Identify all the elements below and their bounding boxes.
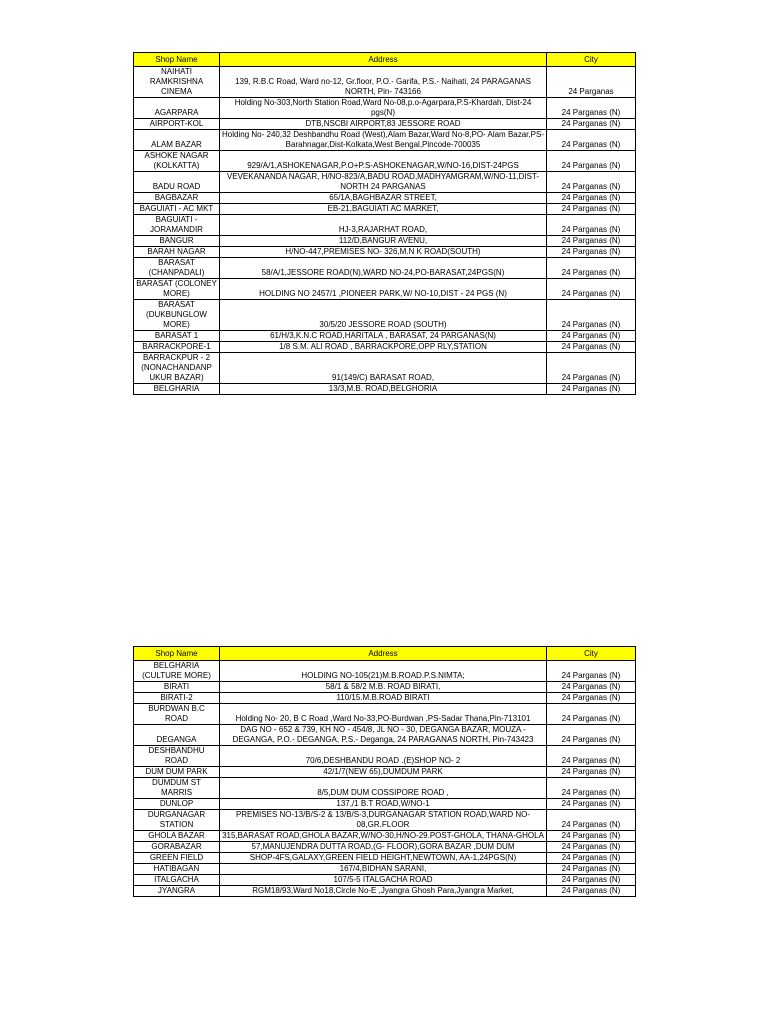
city-cell: 24 Parganas (N) <box>547 279 636 300</box>
table-row <box>134 236 636 247</box>
table-row <box>134 746 636 767</box>
address-cell: EB-21,BAGUIATI AC MARKET, <box>220 204 547 215</box>
city-cell: 24 Parganas (N) <box>547 767 636 778</box>
shop-name-cell: BELGHARIA <box>134 384 220 395</box>
address-header: Address <box>220 53 547 67</box>
shop-name-cell: DEGANGA <box>134 725 220 746</box>
address-cell: SHOP-4FS,GALAXY,GREEN FIELD HEIGHT,NEWTOWN, AA-1,24PGS(N) <box>220 853 547 864</box>
address-cell: 167/4,BIDHAN SARANI, <box>220 864 547 875</box>
header-row <box>134 647 636 661</box>
table-row <box>134 831 636 842</box>
address-cell: 139, R.B.C Road, Ward no-12, Gr.floor, P.O.- Garifa, P.S.- Naihati, 24 PARAGANAS NORTH, Pin- 743166 <box>220 67 547 98</box>
address-cell: 91(149/C) BARASAT ROAD, <box>220 353 547 384</box>
table-row <box>134 778 636 799</box>
address-cell: 13/3,M.B. ROAD,BELGHORIA <box>220 384 547 395</box>
address-cell: HOLDING NO-105(21)M.B.ROAD.P.S.NIMTA; <box>220 661 547 682</box>
city-cell: 24 Parganas (N) <box>547 842 636 853</box>
city-cell: 24 Parganas <box>547 67 636 98</box>
city-cell: 24 Parganas (N) <box>547 193 636 204</box>
table-row <box>134 247 636 258</box>
table-row <box>134 799 636 810</box>
shop-name-cell: AGARPARA <box>134 98 220 119</box>
shop-name-cell: ALAM BAZAR <box>134 130 220 151</box>
city-cell: 24 Parganas (N) <box>547 130 636 151</box>
table-row <box>134 886 636 897</box>
shop-name-cell: BARAH NAGAR <box>134 247 220 258</box>
table-row <box>134 67 636 98</box>
address-cell: 1/8 S.M. ALI ROAD , BARRACKPORE,OPP RLY,STATION <box>220 342 547 353</box>
shop-name-cell: BIRATI <box>134 682 220 693</box>
city-cell: 24 Parganas (N) <box>547 799 636 810</box>
city-cell: 24 Parganas (N) <box>547 853 636 864</box>
city-header: City <box>547 53 636 67</box>
city-header: City <box>547 647 636 661</box>
shop-name-cell: BARASAT 1 <box>134 331 220 342</box>
city-cell: 24 Parganas (N) <box>547 746 636 767</box>
table-row <box>134 810 636 831</box>
city-cell: 24 Parganas (N) <box>547 342 636 353</box>
table-row <box>134 704 636 725</box>
address-cell: 30/5/20 JESSORE ROAD (SOUTH) <box>220 300 547 331</box>
table-row <box>134 172 636 193</box>
table-row <box>134 682 636 693</box>
city-cell: 24 Parganas (N) <box>547 258 636 279</box>
table-body <box>134 661 636 897</box>
address-cell: 8/5,DUM DUM COSSIPORE ROAD , <box>220 778 547 799</box>
city-cell: 24 Parganas (N) <box>547 810 636 831</box>
shop-name-cell: BARASAT (DUKBUNGLOW MORE) <box>134 300 220 331</box>
city-cell: 24 Parganas (N) <box>547 875 636 886</box>
shop-name-cell: BADU ROAD <box>134 172 220 193</box>
address-cell: 110/15.M.B.ROAD BIRATI <box>220 693 547 704</box>
city-cell: 24 Parganas (N) <box>547 247 636 258</box>
shop-name-cell: DUM DUM PARK <box>134 767 220 778</box>
shop-table-2 <box>133 646 636 897</box>
table-row <box>134 384 636 395</box>
address-cell: 42/1/7(NEW 65),DUMDUM PARK <box>220 767 547 778</box>
shop-name-cell: DUMDUM ST MARRIS <box>134 778 220 799</box>
table-row <box>134 725 636 746</box>
table-row <box>134 279 636 300</box>
shop-name-cell: DESHBANDHU ROAD <box>134 746 220 767</box>
shop-name-header: Shop Name <box>134 647 220 661</box>
address-cell: 58/A/1,JESSORE ROAD(N),WARD NO-24,PO-BARASAT,24PGS(N) <box>220 258 547 279</box>
address-cell: 112/D,BANGUR AVENU, <box>220 236 547 247</box>
address-cell: 137,/1 B.T ROAD,W/NO-1 <box>220 799 547 810</box>
table-row <box>134 130 636 151</box>
city-cell: 24 Parganas (N) <box>547 236 636 247</box>
address-cell: DTB,NSCBI AIRPORT,83 JESSORE ROAD <box>220 119 547 130</box>
address-cell: H/NO-447,PREMISES NO- 326,M.N K ROAD(SOUTH) <box>220 247 547 258</box>
address-cell: PREMISES NO-13/B/S-2 & 13/B/S-3,DURGANAGAR STATION ROAD,WARD NO-08,GR.FLOOR <box>220 810 547 831</box>
city-cell: 24 Parganas (N) <box>547 886 636 897</box>
city-cell: 24 Parganas (N) <box>547 98 636 119</box>
table-row <box>134 342 636 353</box>
shop-name-cell: BARRACKPUR - 2 (NONACHANDANP UKUR BAZAR) <box>134 353 220 384</box>
table-row <box>134 864 636 875</box>
city-cell: 24 Parganas (N) <box>547 704 636 725</box>
address-cell: 315,BARASAT ROAD,GHOLA BAZAR,W/NO-30,H/NO-29.POST-GHOLA, THANA-GHOLA <box>220 831 547 842</box>
city-cell: 24 Parganas (N) <box>547 119 636 130</box>
shop-name-cell: BELGHARIA (CULTURE MORE) <box>134 661 220 682</box>
shop-name-cell: BURDWAN B.C ROAD <box>134 704 220 725</box>
table-row <box>134 842 636 853</box>
address-cell: 65/1A,BAGHBAZAR STREET, <box>220 193 547 204</box>
city-cell: 24 Parganas (N) <box>547 353 636 384</box>
city-cell: 24 Parganas (N) <box>547 384 636 395</box>
address-cell: 61/H/3,K.N.C ROAD,HARITALA , BARASAT, 24 PARGANAS(N) <box>220 331 547 342</box>
table-row <box>134 693 636 704</box>
address-cell: HOLDING NO 2457/1 ,PIONEER PARK,W/ NO-10,DIST - 24 PGS (N) <box>220 279 547 300</box>
address-cell: HJ-3,RAJARHAT ROAD, <box>220 215 547 236</box>
shop-name-cell: BARASAT (COLONEY MORE) <box>134 279 220 300</box>
address-cell: Holding No-303,North Station Road,Ward No-08,p.o-Agarpara,P.S-Khardah, Dist-24 pgs(N) <box>220 98 547 119</box>
shop-name-cell: BIRATI-2 <box>134 693 220 704</box>
shop-table-1 <box>133 52 636 395</box>
shop-name-cell: ITALGACHA <box>134 875 220 886</box>
shop-name-cell: DUNLOP <box>134 799 220 810</box>
city-cell: 24 Parganas (N) <box>547 172 636 193</box>
shop-name-cell: BARASAT (CHANPADALI) <box>134 258 220 279</box>
shop-name-cell: BAGUIATI - JORAMANDIR <box>134 215 220 236</box>
shop-name-cell: AIRPORT-KOL <box>134 119 220 130</box>
address-cell: 70/6,DESHBANDU ROAD .(E)SHOP NO- 2 <box>220 746 547 767</box>
shop-name-cell: BAGBAZAR <box>134 193 220 204</box>
address-cell: VEVEKANANDA NAGAR, H/NO-823/A,BADU ROAD,MADHYAMGRAM,W/NO-11,DIST-NORTH 24 PARGANAS <box>220 172 547 193</box>
shop-name-cell: JYANGRA <box>134 886 220 897</box>
shop-name-cell: HATIBAGAN <box>134 864 220 875</box>
header-row <box>134 53 636 67</box>
table-body <box>134 67 636 395</box>
shop-name-cell: BANGUR <box>134 236 220 247</box>
address-cell: Holding No- 240,32 Deshbandhu Road (West),Alam Bazar,Ward No-8,PO- Alam Bazar,PS-Barahnagar,Dist-Kolkata,West Bengal,Pincode-700035 <box>220 130 547 151</box>
table-row <box>134 300 636 331</box>
table-row <box>134 193 636 204</box>
city-cell: 24 Parganas (N) <box>547 661 636 682</box>
city-cell: 24 Parganas (N) <box>547 778 636 799</box>
shop-name-cell: ASHOKE NAGAR (KOLKATTA) <box>134 151 220 172</box>
city-cell: 24 Parganas (N) <box>547 300 636 331</box>
city-cell: 24 Parganas (N) <box>547 864 636 875</box>
address-header: Address <box>220 647 547 661</box>
shop-name-cell: GHOLA BAZAR <box>134 831 220 842</box>
address-cell: 57,MANUJENDRA DUTTA ROAD,(G- FLOOR),GORA BAZAR ,DUM DUM <box>220 842 547 853</box>
shop-name-cell: GREEN FIELD <box>134 853 220 864</box>
table-row <box>134 353 636 384</box>
address-cell: Holding No- 20, B C Road ,Ward No-33,PO-Burdwan ,PS-Sadar Thana,Pin-713101 <box>220 704 547 725</box>
table-row <box>134 331 636 342</box>
city-cell: 24 Parganas (N) <box>547 682 636 693</box>
city-cell: 24 Parganas (N) <box>547 331 636 342</box>
table-row <box>134 853 636 864</box>
shop-name-cell: NAIHATI RAMKRISHNA CINEMA <box>134 67 220 98</box>
address-cell: 58/1 & 58/2 M.B. ROAD BIRATI, <box>220 682 547 693</box>
table-row <box>134 215 636 236</box>
city-cell: 24 Parganas (N) <box>547 215 636 236</box>
address-cell: 107/5-5 ITALGACHA ROAD <box>220 875 547 886</box>
city-cell: 24 Parganas (N) <box>547 151 636 172</box>
city-cell: 24 Parganas (N) <box>547 831 636 842</box>
city-cell: 24 Parganas (N) <box>547 725 636 746</box>
address-cell: 929/A/1,ASHOKENAGAR,P.O+P.S-ASHOKENAGAR,W/NO-16,DIST-24PGS <box>220 151 547 172</box>
table-row <box>134 258 636 279</box>
shop-name-cell: BARRACKPORE-1 <box>134 342 220 353</box>
address-cell: DAG NO - 652 & 739, KH NO - 454/8, JL NO - 30, DEGANGA BAZAR, MOUZA - DEGANGA, P.O.- DEGANGA, P.S.- Deganga, 24 PARAGANAS NORTH, Pin-743423 <box>220 725 547 746</box>
city-cell: 24 Parganas (N) <box>547 204 636 215</box>
table-row <box>134 151 636 172</box>
table-row <box>134 875 636 886</box>
table-row <box>134 661 636 682</box>
shop-name-cell: DURGANAGAR STATION <box>134 810 220 831</box>
table-row <box>134 767 636 778</box>
table-row <box>134 204 636 215</box>
shop-name-cell: BAGUIATI - AC MKT <box>134 204 220 215</box>
address-cell: RGM18/93,Ward No18,Circle No-E ,Jyangra Ghosh Para,Jyangra Market, <box>220 886 547 897</box>
shop-name-header: Shop Name <box>134 53 220 67</box>
table-row <box>134 98 636 119</box>
city-cell: 24 Parganas (N) <box>547 693 636 704</box>
table-row <box>134 119 636 130</box>
shop-name-cell: GORABAZAR <box>134 842 220 853</box>
